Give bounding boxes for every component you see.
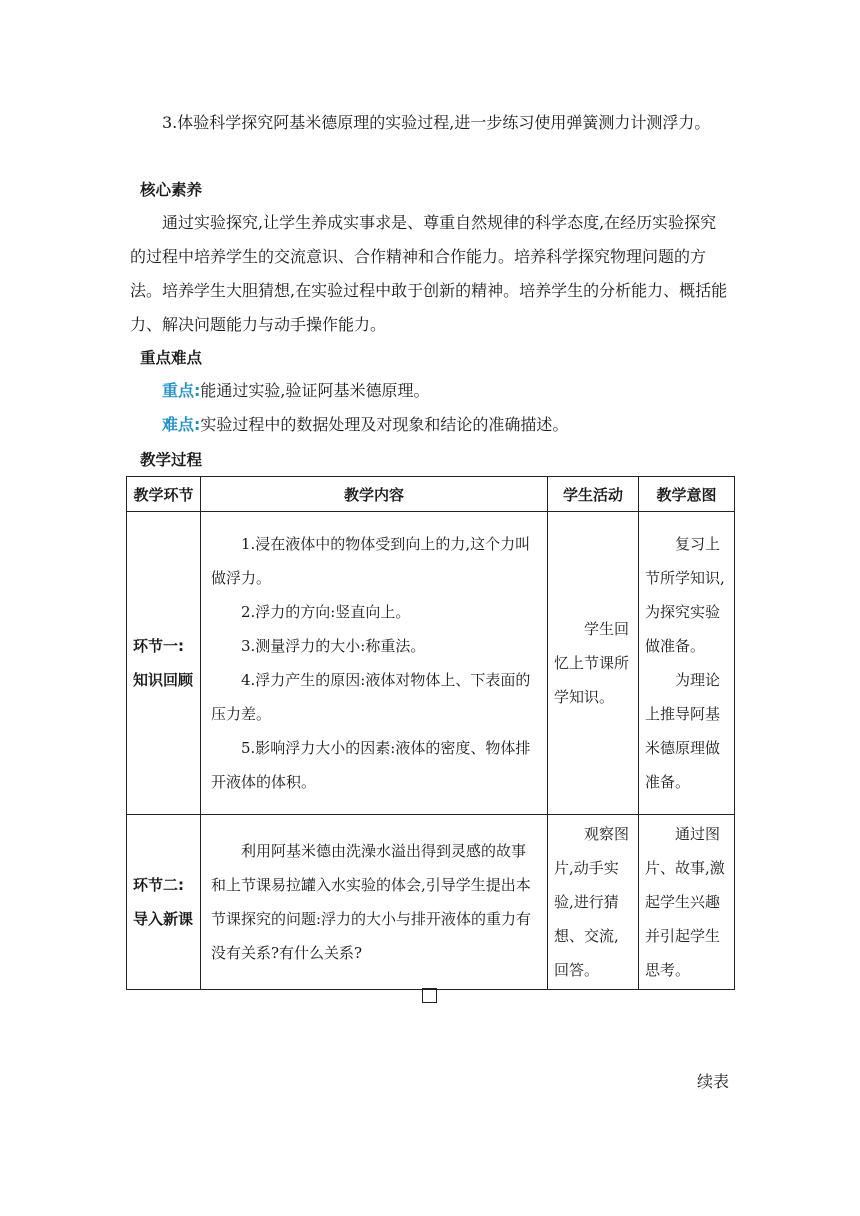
content-item: 2.浮力的方向:竖直向上。 xyxy=(241,603,411,621)
process-heading: 教学过程 xyxy=(140,451,203,469)
column-header-activity: 学生活动 xyxy=(548,477,639,512)
focus-text: 能通过实验,验证阿基米德原理。 xyxy=(200,381,430,400)
focus-label: 重点: xyxy=(162,381,201,400)
intent-item: 为理论上推导阿基米德原理做准备。 xyxy=(645,671,721,791)
core-literacy-paragraph: 通过实验探究,让学生养成实事求是、尊重自然规律的科学态度,在经历实验探究的过程中培养学生的交流意识、合作精神和合作能力。培养科学探究物理问题的方法。培养学生大胆猜想,在实验过程中敢于创新的精神。培养学生的分析能力、概括能力、解决问题能力与动手操作能力。 xyxy=(130,213,728,334)
intent-item: 复习上节所学知识,为探究实验做准备。 xyxy=(645,535,725,655)
column-header-intent: 教学意图 xyxy=(639,477,735,512)
content-item: 1.浸在液体中的物体受到向上的力,这个力叫做浮力。 xyxy=(211,535,531,587)
column-header-stage: 教学环节 xyxy=(127,477,201,512)
teaching-process-table xyxy=(126,476,735,990)
content-item: 3.测量浮力的大小:称重法。 xyxy=(241,637,426,655)
intent-item: 通过图片、故事,激起学生兴趣并引起学生思考。 xyxy=(645,825,725,979)
continued-label: 续表 xyxy=(697,1072,730,1091)
activity-cell xyxy=(548,512,639,815)
table-row xyxy=(127,815,735,990)
intent-cell xyxy=(639,815,735,990)
activity-text: 学生回忆上节课所学知识。 xyxy=(554,620,630,706)
stage-cell: 环节二:导入新课 xyxy=(127,815,201,990)
core-literacy-heading: 核心素养 xyxy=(140,181,203,199)
column-header-content: 教学内容 xyxy=(201,477,548,512)
content-cell xyxy=(201,512,548,815)
table-row xyxy=(127,512,735,815)
checkbox-square[interactable] xyxy=(422,988,437,1003)
activity-cell xyxy=(548,815,639,990)
activity-text: 观察图片,动手实验,进行猜想、交流,回答。 xyxy=(554,825,630,979)
difficulty-label: 难点: xyxy=(162,415,201,434)
objective-paragraph: 3.体验科学探究阿基米德原理的实验过程,进一步练习使用弹簧测力计测浮力。 xyxy=(162,113,711,132)
difficulty-line xyxy=(130,408,730,442)
focus-line xyxy=(130,374,730,408)
table-header-row xyxy=(127,477,735,512)
content-item: 5.影响浮力大小的因素:液体的密度、物体排开液体的体积。 xyxy=(211,739,531,791)
stage-cell: 环节一:知识回顾 xyxy=(127,512,201,815)
difficulty-text: 实验过程中的数据处理及对现象和结论的准确描述。 xyxy=(200,415,569,434)
content-cell xyxy=(201,815,548,990)
content-item: 利用阿基米德由洗澡水溢出得到灵感的故事和上节课易拉罐入水实验的体会,引导学生提出本节课探究的问题:浮力的大小与排开液体的重力有没有关系?有什么关系? xyxy=(211,842,532,962)
key-points-heading: 重点难点 xyxy=(140,349,203,367)
intent-cell xyxy=(639,512,735,815)
content-item: 4.浮力产生的原因:液体对物体上、下表面的压力差。 xyxy=(211,671,531,723)
